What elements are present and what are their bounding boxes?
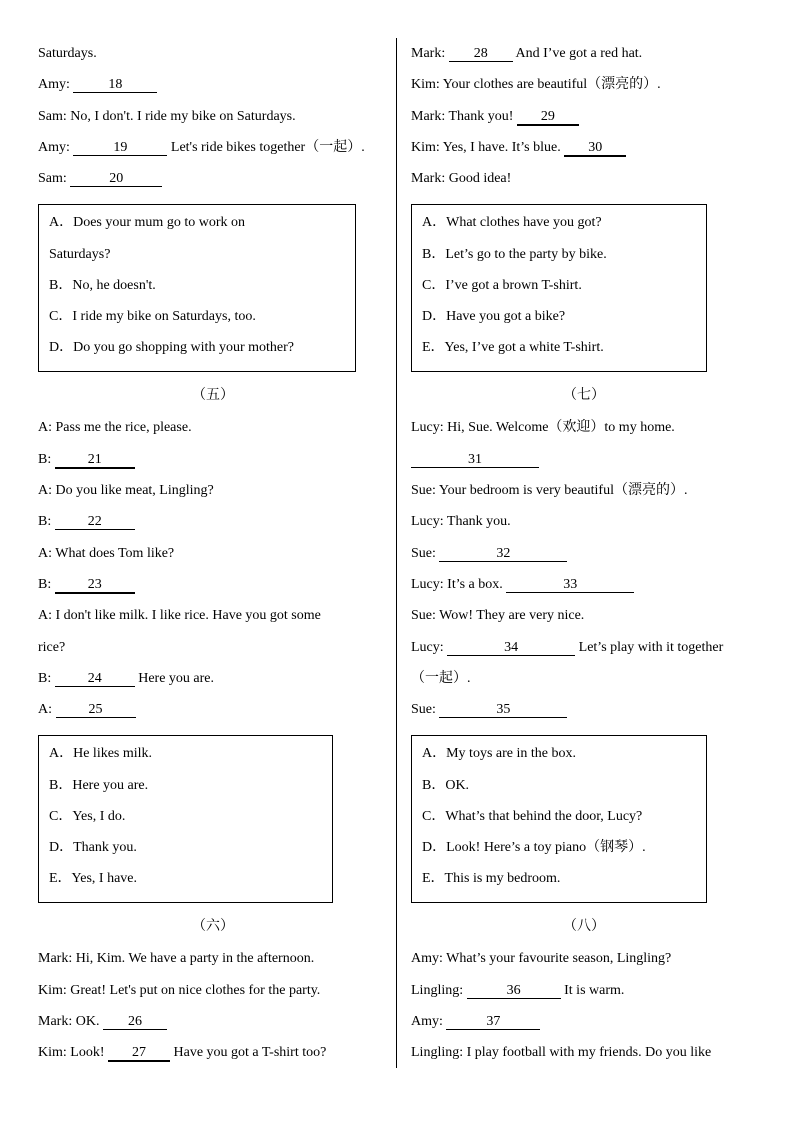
dialogue-line xyxy=(38,132,388,163)
dialogue-line xyxy=(38,569,388,600)
speaker: B: xyxy=(38,451,52,467)
speaker: Amy: xyxy=(411,1014,443,1030)
dialogue-line xyxy=(411,38,757,69)
dialogue-7 xyxy=(411,412,757,725)
left-column xyxy=(38,38,388,1069)
line-text: Hi, Kim. We have a party in the afternoon. xyxy=(75,951,315,967)
option-item: A．What clothes have you got? xyxy=(422,215,602,231)
dialogue-line xyxy=(411,506,757,537)
speaker: Lingling: xyxy=(411,1045,464,1061)
dialogue-line xyxy=(38,101,388,132)
speaker: Mark: xyxy=(411,108,446,124)
options-box-6 xyxy=(411,204,707,372)
answer-blank[interactable]: 21 xyxy=(55,453,135,469)
speaker: B: xyxy=(38,670,52,686)
option-item: D．Look! Here’s a toy piano（钢琴）. xyxy=(422,840,646,856)
dialogue-line xyxy=(411,600,757,631)
section-title: （七） xyxy=(563,388,605,404)
options-box-5 xyxy=(38,735,333,903)
answer-blank[interactable]: 37 xyxy=(446,1015,540,1030)
dialogue-line xyxy=(411,569,757,600)
option-item: B．Let’s go to the party by bike. xyxy=(422,246,607,262)
option-item: C．What’s that behind the door, Lucy? xyxy=(422,808,643,824)
line-text: Look! xyxy=(70,1045,105,1061)
dialogue-line xyxy=(38,663,388,694)
line-text: Have you got a T-shirt too? xyxy=(173,1045,327,1061)
options-box-4 xyxy=(38,204,356,372)
line-text: Thank you. xyxy=(446,514,511,530)
option-item: A．My toys are in the box. xyxy=(422,746,576,762)
line-text: rice? xyxy=(38,639,66,655)
speaker: A: xyxy=(38,702,52,718)
line-text: OK. xyxy=(75,1014,100,1030)
line-text: Wow! They are very nice. xyxy=(439,608,585,624)
option-item: C．I’ve got a brown T-shirt. xyxy=(422,277,582,293)
line-text: Let's ride bikes together（一起）. xyxy=(170,139,365,155)
answer-blank[interactable]: 31 xyxy=(411,453,539,468)
option-item: A．He likes milk. xyxy=(49,746,153,762)
dialogue-line xyxy=(38,1006,388,1037)
speaker: B: xyxy=(38,514,52,530)
answer-blank[interactable]: 35 xyxy=(439,703,567,718)
column-divider xyxy=(396,38,397,1068)
speaker: Mark: xyxy=(411,46,446,61)
option-item: D．Do you go shopping with your mother? xyxy=(49,340,294,356)
dialogue-line xyxy=(38,38,388,69)
dialogue-line xyxy=(411,475,757,506)
speaker: Sue: xyxy=(411,483,436,499)
options-box-7 xyxy=(411,735,707,903)
dialogue-line xyxy=(38,943,388,974)
answer-blank[interactable]: 27 xyxy=(108,1046,170,1062)
line-text: It is warm. xyxy=(564,982,625,998)
line-text: No, I don't. I ride my bike on Saturdays. xyxy=(70,108,296,124)
dialogue-line xyxy=(411,538,757,569)
answer-blank[interactable]: 22 xyxy=(55,515,135,530)
line-text: What does Tom like? xyxy=(55,545,175,561)
option-item: A．Does your mum go to work on xyxy=(49,215,245,231)
answer-blank[interactable]: 30 xyxy=(564,141,626,157)
dialogue-line xyxy=(38,694,388,725)
dialogue-line xyxy=(38,632,388,663)
speaker: Amy: xyxy=(38,139,70,155)
speaker: Amy: xyxy=(411,951,443,967)
line-text: And I’ve got a red hat. xyxy=(515,46,643,61)
speaker: A: xyxy=(38,608,52,624)
answer-blank[interactable]: 34 xyxy=(447,641,575,656)
line-text: Yes, I have. It’s blue. xyxy=(442,139,561,155)
answer-blank[interactable]: 36 xyxy=(467,984,561,999)
option-item: C．I ride my bike on Saturdays, too. xyxy=(49,309,256,325)
dialogue-line xyxy=(411,694,757,725)
dialogue-line xyxy=(411,132,757,163)
dialogue-line xyxy=(411,943,757,974)
line-text: I play football with my friends. Do you like xyxy=(466,1045,712,1061)
answer-blank[interactable]: 20 xyxy=(70,172,162,187)
line-text: Saturdays. xyxy=(38,46,97,61)
dialogue-line xyxy=(411,663,757,694)
speaker: Lingling: xyxy=(411,982,464,998)
line-text: Here you are. xyxy=(138,670,215,686)
dialogue-line xyxy=(411,1037,757,1068)
dialogue-line xyxy=(38,475,388,506)
option-item: E．Yes, I’ve got a white T-shirt. xyxy=(422,340,604,356)
speaker: Lucy: xyxy=(411,514,444,530)
dialogue-line xyxy=(38,444,388,475)
answer-blank[interactable]: 29 xyxy=(517,110,579,126)
line-text: Your bedroom is very beautiful（漂亮的）. xyxy=(438,483,688,499)
speaker: Kim: xyxy=(38,982,67,998)
line-text: Thank you! xyxy=(448,108,514,124)
option-item: E．This is my bedroom. xyxy=(422,871,561,887)
line-text: Great! Let's put on nice clothes for the party. xyxy=(70,982,321,998)
speaker: Mark: xyxy=(38,1014,73,1030)
answer-blank[interactable]: 32 xyxy=(439,547,567,562)
dialogue-4-end xyxy=(38,38,388,194)
option-item: B．OK. xyxy=(422,777,470,793)
answer-blank[interactable]: 33 xyxy=(506,578,634,593)
dialogue-6-end xyxy=(411,38,757,194)
option-item: E．Yes, I have. xyxy=(49,871,138,887)
speaker: Lucy: xyxy=(411,576,444,592)
speaker: Kim: xyxy=(411,139,440,155)
option-item: B．Here you are. xyxy=(49,777,149,793)
speaker: Sam: xyxy=(38,171,67,187)
dialogue-line xyxy=(411,975,757,1006)
answer-blank[interactable]: 28 xyxy=(449,47,513,62)
answer-blank[interactable]: 24 xyxy=(55,672,135,687)
dialogue-line xyxy=(38,1037,388,1068)
dialogue-5 xyxy=(38,412,388,725)
line-text: Pass me the rice, please. xyxy=(55,420,192,436)
dialogue-line xyxy=(411,632,757,663)
section-title: （五） xyxy=(192,388,234,404)
speaker: Sue: xyxy=(411,545,436,561)
dialogue-line xyxy=(411,101,757,132)
speaker: Amy: xyxy=(38,77,70,93)
speaker: B: xyxy=(38,576,52,592)
line-text: Let’s play with it together xyxy=(578,639,724,655)
section-title: （八） xyxy=(563,919,605,935)
dialogue-line xyxy=(38,975,388,1006)
speaker: A: xyxy=(38,483,52,499)
line-text: I don't like milk. I like rice. Have you got some xyxy=(55,608,321,624)
dialogue-6 xyxy=(38,943,388,1068)
section-title: （六） xyxy=(192,919,234,935)
option-item: C．Yes, I do. xyxy=(49,808,126,824)
speaker: Mark: xyxy=(38,951,73,967)
speaker: Sam: xyxy=(38,108,67,124)
dialogue-line xyxy=(38,600,388,631)
dialogue-line xyxy=(38,506,388,537)
answer-blank[interactable]: 18 xyxy=(73,78,157,93)
speaker: Kim: xyxy=(38,1045,67,1061)
option-item: B．No, he doesn't. xyxy=(49,277,156,293)
dialogue-line xyxy=(411,444,757,475)
line-text: What’s your favourite season, Lingling? xyxy=(446,951,672,967)
speaker: Kim: xyxy=(411,77,440,93)
dialogue-line xyxy=(411,412,757,443)
dialogue-8 xyxy=(411,943,757,1068)
line-text: Do you like meat, Lingling? xyxy=(55,483,214,499)
speaker: Sue: xyxy=(411,702,436,718)
dialogue-line xyxy=(38,163,388,194)
speaker: Lucy: xyxy=(411,639,444,655)
right-column xyxy=(411,38,757,1069)
option-item: D．Have you got a bike? xyxy=(422,309,566,325)
answer-blank[interactable]: 19 xyxy=(73,141,167,156)
line-text: Good idea! xyxy=(448,171,512,187)
option-item: Saturdays? xyxy=(49,246,111,262)
speaker: Mark: xyxy=(411,171,446,187)
line-text: （一起）. xyxy=(411,670,471,686)
dialogue-line xyxy=(411,1006,757,1037)
line-text: Hi, Sue. Welcome（欢迎）to my home. xyxy=(447,420,675,436)
speaker: Sue: xyxy=(411,608,436,624)
answer-blank[interactable]: 26 xyxy=(103,1015,167,1030)
dialogue-line xyxy=(411,163,757,194)
speaker: A: xyxy=(38,420,52,436)
line-text: Your clothes are beautiful（漂亮的）. xyxy=(442,77,661,93)
answer-blank[interactable]: 23 xyxy=(55,578,135,594)
dialogue-line xyxy=(38,69,388,100)
dialogue-line xyxy=(38,412,388,443)
answer-blank[interactable]: 25 xyxy=(56,703,136,718)
option-item: D．Thank you. xyxy=(49,840,137,856)
dialogue-line xyxy=(411,69,757,100)
dialogue-line xyxy=(38,538,388,569)
line-text: It’s a box. xyxy=(447,576,503,592)
speaker: A: xyxy=(38,545,52,561)
speaker: Lucy: xyxy=(411,420,444,436)
